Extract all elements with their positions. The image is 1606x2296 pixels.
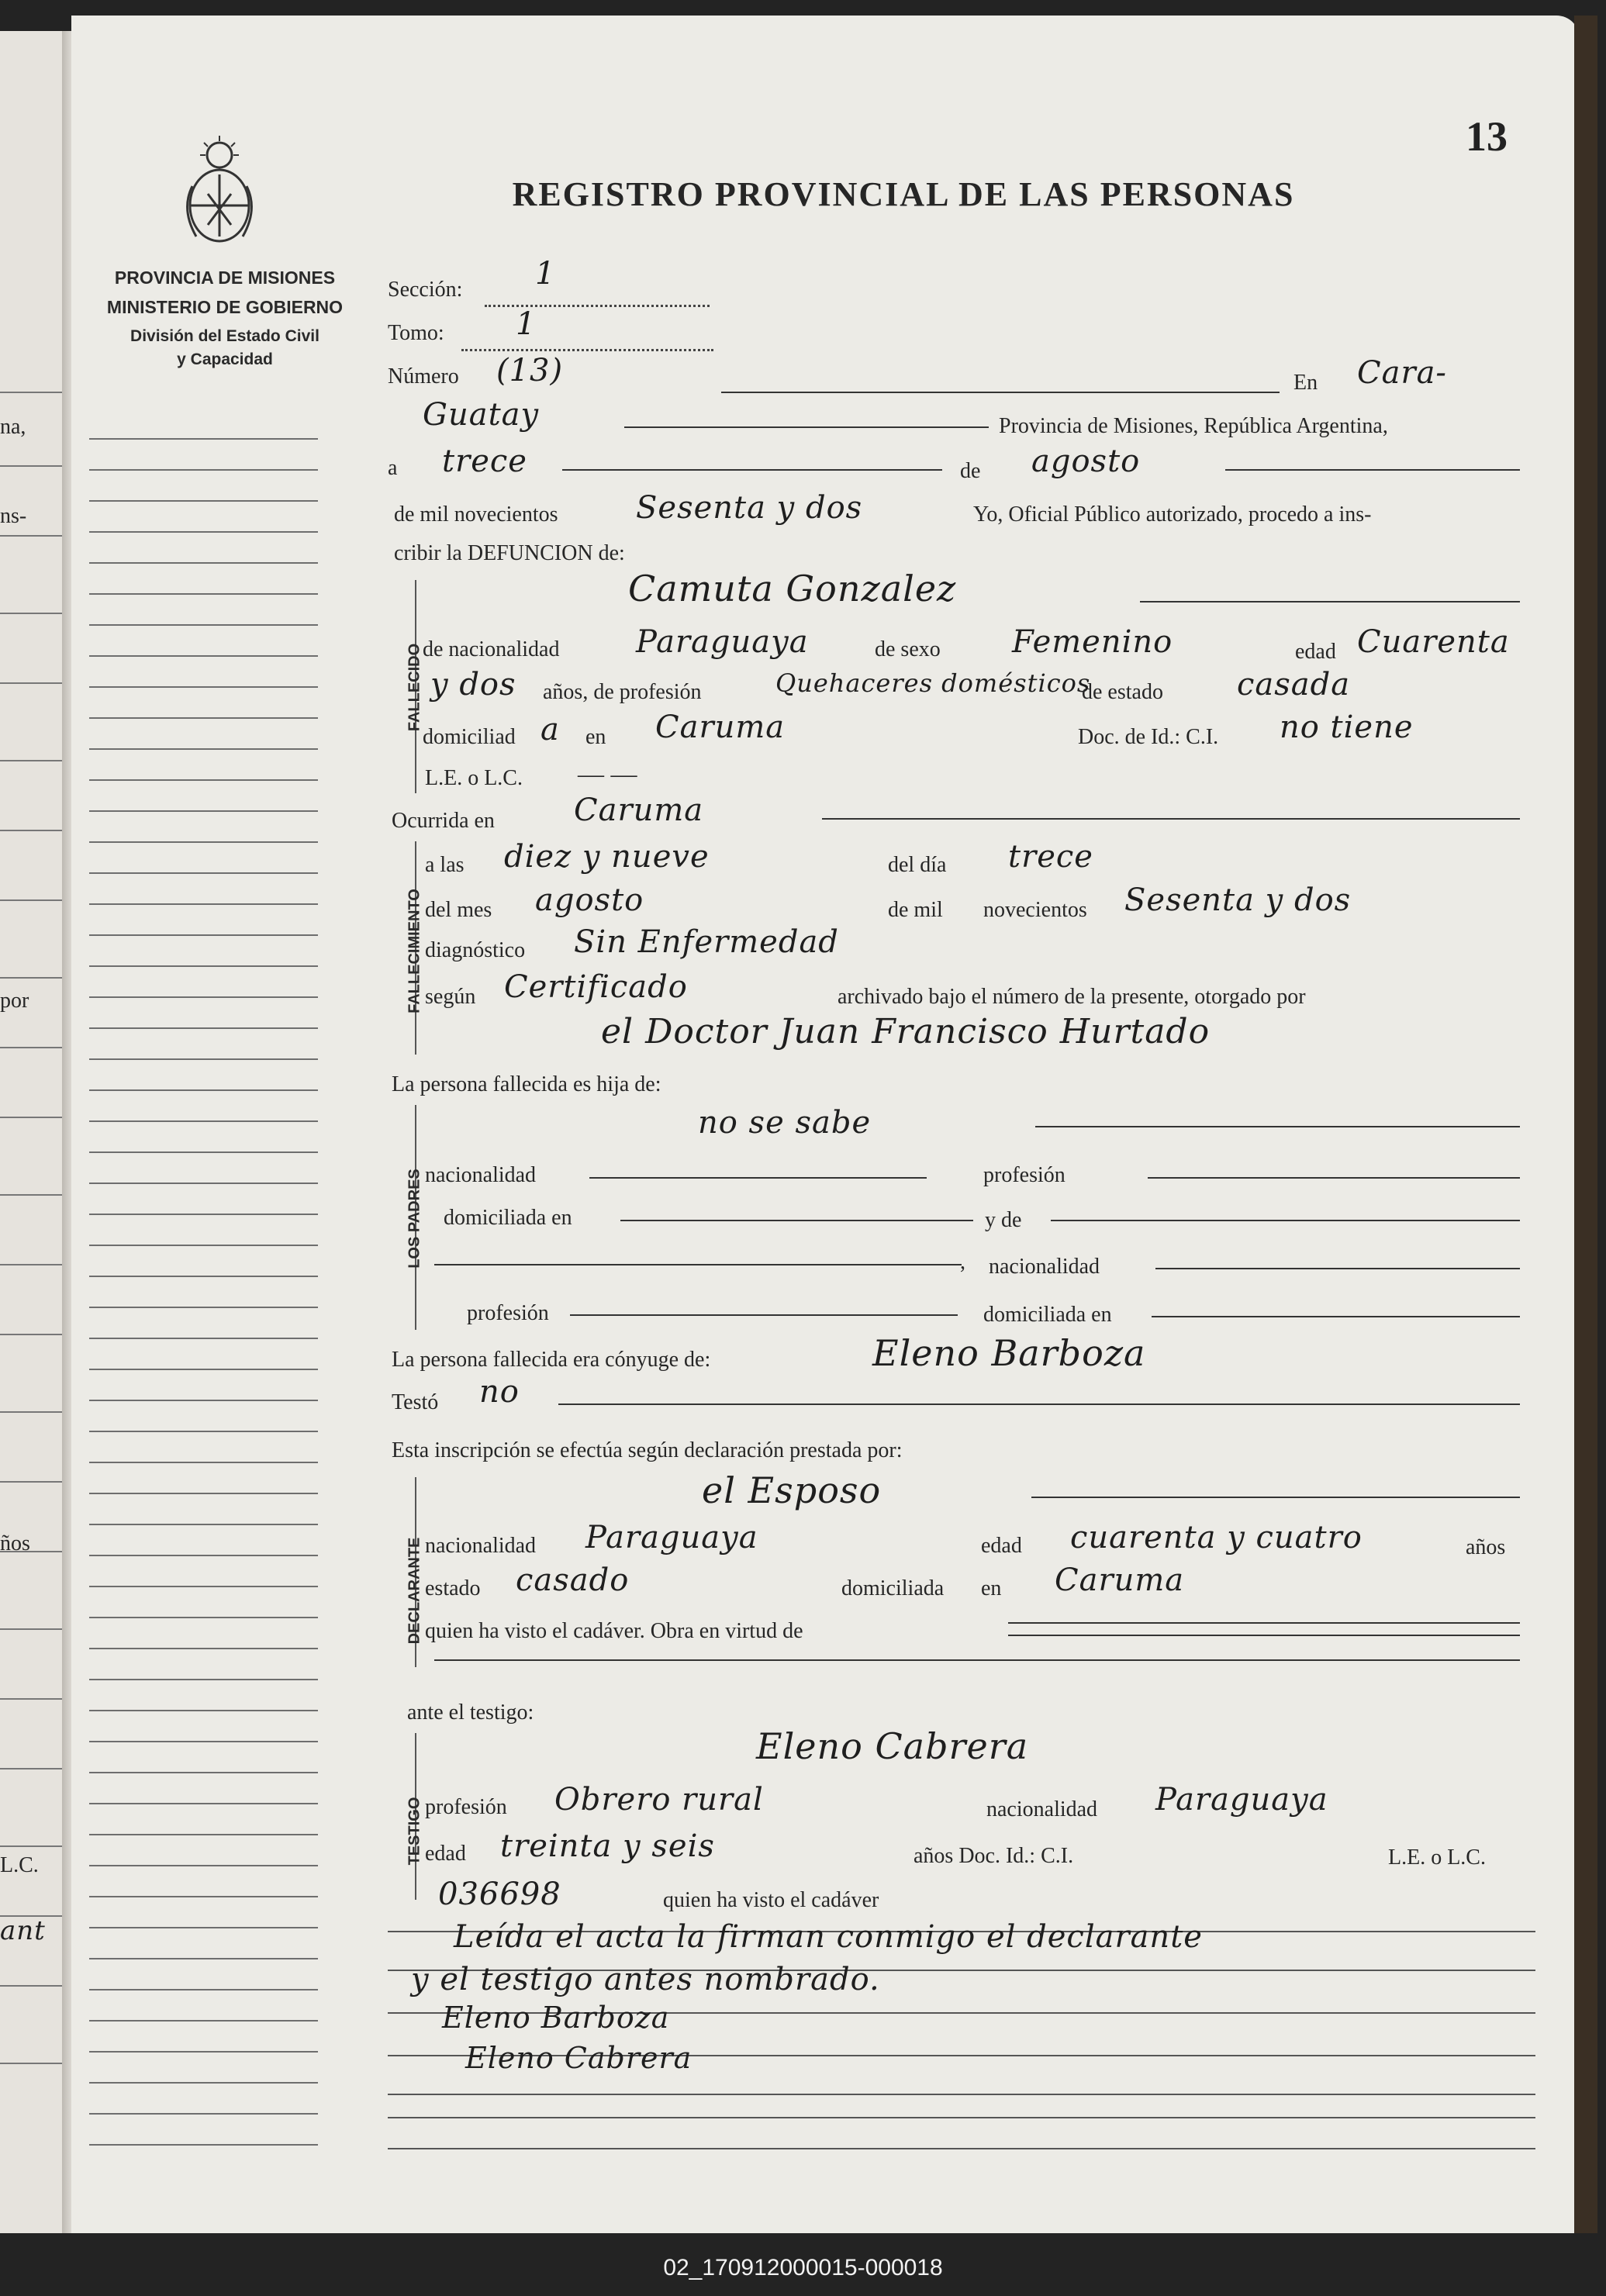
declarante-domicilio: Caruma bbox=[1055, 1562, 1185, 1598]
month-value: agosto bbox=[1031, 444, 1141, 479]
del-mes-label: del mes bbox=[425, 898, 492, 922]
tomo-label: Tomo: bbox=[388, 321, 444, 345]
testigo-edad: treinta y seis bbox=[500, 1828, 715, 1864]
estado-label: de estado bbox=[1082, 680, 1163, 704]
domicilio-value: Caruma bbox=[655, 710, 786, 745]
doc-label: Doc. de Id.: C.I. bbox=[1078, 725, 1219, 749]
tomo-line bbox=[461, 349, 713, 351]
testigo-anos-doc-label: años Doc. Id.: C.I. bbox=[914, 1844, 1074, 1868]
year-value: Sesenta y dos bbox=[636, 490, 863, 526]
padres-domiciliada2-line bbox=[1152, 1316, 1520, 1317]
left-fragment: ns- bbox=[0, 504, 27, 528]
declarante-edad-label: edad bbox=[981, 1534, 1022, 1558]
domiciliado-label: domiciliad bbox=[423, 725, 516, 749]
ministry-header: MINISTERIO DE GOBIERNO bbox=[106, 297, 344, 317]
place-line bbox=[624, 426, 989, 428]
le-value: — — bbox=[578, 760, 637, 789]
declarante-visto-text: quien ha visto el cadáver. Obra en virtud de bbox=[425, 1619, 803, 1643]
archivado-text: archivado bajo el número de la presente, otorgado por bbox=[838, 985, 1306, 1009]
testigo-nombre: Eleno Cabrera bbox=[756, 1725, 1029, 1767]
testigo-visto-text: quien ha visto el cadáver bbox=[663, 1888, 879, 1912]
declarante-obra-line1 bbox=[1008, 1622, 1520, 1624]
place-part2: Guatay bbox=[423, 397, 540, 433]
declarante-obra-line3 bbox=[434, 1659, 1520, 1661]
testo-line bbox=[558, 1403, 1520, 1405]
nacionalidad-value: Paraguaya bbox=[636, 624, 809, 660]
ocurrida-value: Caruma bbox=[574, 792, 704, 828]
place-part1: Cara- bbox=[1357, 355, 1447, 391]
conyuge-label: La persona fallecida era cónyuge de: bbox=[392, 1348, 711, 1372]
testo-label: Testó bbox=[392, 1390, 439, 1414]
le-label: L.E. o L.C. bbox=[425, 766, 523, 790]
declarante-obra-line2 bbox=[1008, 1635, 1520, 1636]
officer-text: Yo, Oficial Público autorizado, procedo a ins- bbox=[973, 502, 1372, 527]
declarante-edad: cuarenta y cuatro bbox=[1070, 1520, 1363, 1555]
padres-profesion2-line bbox=[570, 1314, 958, 1316]
division-header-line2: y Capacidad bbox=[177, 350, 273, 368]
y-de-label: y de bbox=[985, 1208, 1022, 1232]
anio-value: Sesenta y dos bbox=[1124, 882, 1352, 918]
segun-value: Certificado bbox=[504, 969, 688, 1005]
fallecido-en-label: en bbox=[585, 725, 606, 749]
fallecido-section-label: FALLECIDO bbox=[406, 643, 423, 732]
year-label: de mil novecientos bbox=[394, 502, 558, 527]
padres-domiciliada-label: domiciliada en bbox=[444, 1206, 572, 1230]
en-label: En bbox=[1293, 371, 1318, 395]
testigo-le-label: L.E. o L.C. bbox=[1388, 1845, 1486, 1870]
declarante-nombre: el Esposo bbox=[702, 1469, 882, 1511]
padres-intro: La persona fallecida es hija de: bbox=[392, 1072, 661, 1096]
signature-testigo: Eleno Cabrera bbox=[465, 2041, 692, 2075]
del-dia-label: del día bbox=[888, 853, 947, 877]
profesion-value: Quehaceres domésticos bbox=[775, 668, 1091, 698]
tomo-value: 1 bbox=[516, 306, 537, 342]
dia-value: trece bbox=[1008, 839, 1093, 875]
division-header-line1: División del Estado Civil bbox=[130, 327, 319, 345]
nacionalidad-label: de nacionalidad bbox=[423, 637, 560, 661]
left-fragment: L.C. bbox=[0, 1853, 39, 1877]
diagnostico-label: diagnóstico bbox=[425, 938, 526, 962]
doc-value: no tiene bbox=[1280, 710, 1414, 745]
left-fragment: ant bbox=[0, 1915, 46, 1946]
testigo-intro: ante el testigo: bbox=[407, 1700, 534, 1725]
declarante-anos-label: años bbox=[1466, 1535, 1506, 1559]
de-mil-label: de mil bbox=[888, 898, 943, 922]
edad-label: edad bbox=[1295, 640, 1336, 664]
padres-nacionalidad2-line bbox=[1155, 1268, 1520, 1269]
testo-value: no bbox=[479, 1374, 520, 1410]
day-value: trece bbox=[442, 444, 527, 479]
testigo-profesion-label: profesión bbox=[425, 1795, 507, 1819]
declarante-nombre-line bbox=[1031, 1497, 1520, 1498]
a-las-label: a las bbox=[425, 853, 465, 877]
declarante-en-label: en bbox=[981, 1576, 1002, 1600]
padres-profesion-line bbox=[1148, 1177, 1520, 1179]
day-line bbox=[562, 469, 942, 471]
closing-line2: y el testigo antes nombrado. bbox=[411, 1962, 880, 1997]
hora-value: diez y nueve bbox=[504, 839, 710, 875]
testigo-edad-label: edad bbox=[425, 1842, 466, 1866]
sexo-label: de sexo bbox=[875, 637, 941, 661]
testigo-nacionalidad: Paraguaya bbox=[1155, 1782, 1328, 1818]
padres-nombre-line bbox=[1035, 1126, 1520, 1127]
declarante-estado-label: estado bbox=[425, 1576, 481, 1600]
conyuge-value: Eleno Barboza bbox=[872, 1332, 1146, 1374]
padres-profesion-label: profesión bbox=[983, 1163, 1065, 1187]
left-fragment: ños bbox=[0, 1531, 30, 1555]
fallecimiento-section-label: FALLECIMIENTO bbox=[406, 889, 423, 1013]
testigo-nacionalidad-label: nacionalidad bbox=[986, 1797, 1098, 1821]
seccion-label: Sección: bbox=[388, 278, 463, 302]
declarante-nacionalidad-label: nacionalidad bbox=[425, 1534, 537, 1558]
declarante-section-label: DECLARANTE bbox=[406, 1537, 423, 1645]
de-label: de bbox=[960, 459, 981, 483]
seccion-value: 1 bbox=[535, 256, 556, 292]
image-id-footer: 02_170912000015-000018 bbox=[663, 2255, 943, 2280]
page-title: REGISTRO PROVINCIAL DE LAS PERSONAS bbox=[512, 175, 1295, 213]
y-de-line bbox=[1051, 1220, 1520, 1221]
testigo-section-label: TESTIGO bbox=[406, 1797, 423, 1866]
novecientos-label: novecientos bbox=[983, 898, 1087, 922]
edad-part2: y dos bbox=[430, 667, 516, 703]
a-label: a bbox=[388, 456, 398, 480]
ocurrida-line bbox=[822, 818, 1520, 820]
fallecido-name: Camuta Gonzalez bbox=[628, 568, 957, 609]
padres-nacionalidad-label: nacionalidad bbox=[425, 1163, 537, 1187]
inscribir-text: cribir la DEFUNCION de: bbox=[394, 541, 625, 565]
province-header: PROVINCIA DE MISIONES bbox=[114, 268, 336, 288]
padres-comma: , bbox=[960, 1250, 965, 1274]
testigo-doc-number: 036698 bbox=[438, 1877, 561, 1912]
declarante-estado: casado bbox=[516, 1562, 630, 1598]
declarante-domiciliada-label: domiciliada bbox=[841, 1576, 945, 1600]
domiciliado-suffix: a bbox=[541, 712, 560, 747]
page-number: 13 bbox=[1466, 113, 1508, 160]
signature-declarante: Eleno Barboza bbox=[442, 2001, 670, 2035]
closing-line1: Leída el acta la firman conmigo el declarante bbox=[454, 1919, 1203, 1955]
numero-line bbox=[721, 392, 1280, 393]
edad-part1: Cuarenta bbox=[1357, 624, 1510, 660]
left-fragment: por bbox=[0, 989, 29, 1013]
left-fragment: na, bbox=[0, 415, 26, 439]
padres-nombre: no se sabe bbox=[698, 1105, 872, 1141]
ocurrida-label: Ocurrida en bbox=[392, 809, 495, 833]
padres-profesion2-label: profesión bbox=[467, 1301, 549, 1325]
month-line bbox=[1225, 469, 1520, 471]
mes-value: agosto bbox=[535, 882, 644, 918]
sexo-value: Femenino bbox=[1012, 624, 1173, 660]
padres-domiciliada2-label: domiciliada en bbox=[983, 1303, 1112, 1327]
padres-nacionalidad2-label: nacionalidad bbox=[989, 1255, 1100, 1279]
anos-profesion-label: años, de profesión bbox=[543, 680, 702, 704]
estado-value: casada bbox=[1237, 667, 1351, 703]
padres-nacionalidad-line bbox=[589, 1177, 927, 1179]
page-edge bbox=[1574, 16, 1597, 2233]
declarante-intro: Esta inscripción se efectúa según declaración prestada por: bbox=[392, 1438, 903, 1462]
coat-of-arms-icon bbox=[177, 132, 262, 248]
padres-domiciliada-line bbox=[620, 1220, 973, 1221]
fallecido-name-line bbox=[1140, 601, 1520, 602]
madre-name-line bbox=[434, 1264, 962, 1265]
province-text: Provincia de Misiones, República Argentina, bbox=[999, 414, 1388, 438]
segun-label: según bbox=[425, 985, 476, 1009]
testigo-profesion: Obrero rural bbox=[554, 1782, 764, 1818]
otorgado-value: el Doctor Juan Francisco Hurtado bbox=[601, 1012, 1211, 1051]
left-page bbox=[0, 31, 68, 2233]
numero-value: (13) bbox=[496, 353, 564, 388]
diagnostico-value: Sin Enfermedad bbox=[574, 924, 839, 960]
padres-section-label: LOS PADRES bbox=[406, 1169, 423, 1269]
declarante-nacionalidad: Paraguaya bbox=[585, 1520, 758, 1555]
numero-label: Número bbox=[388, 364, 459, 388]
